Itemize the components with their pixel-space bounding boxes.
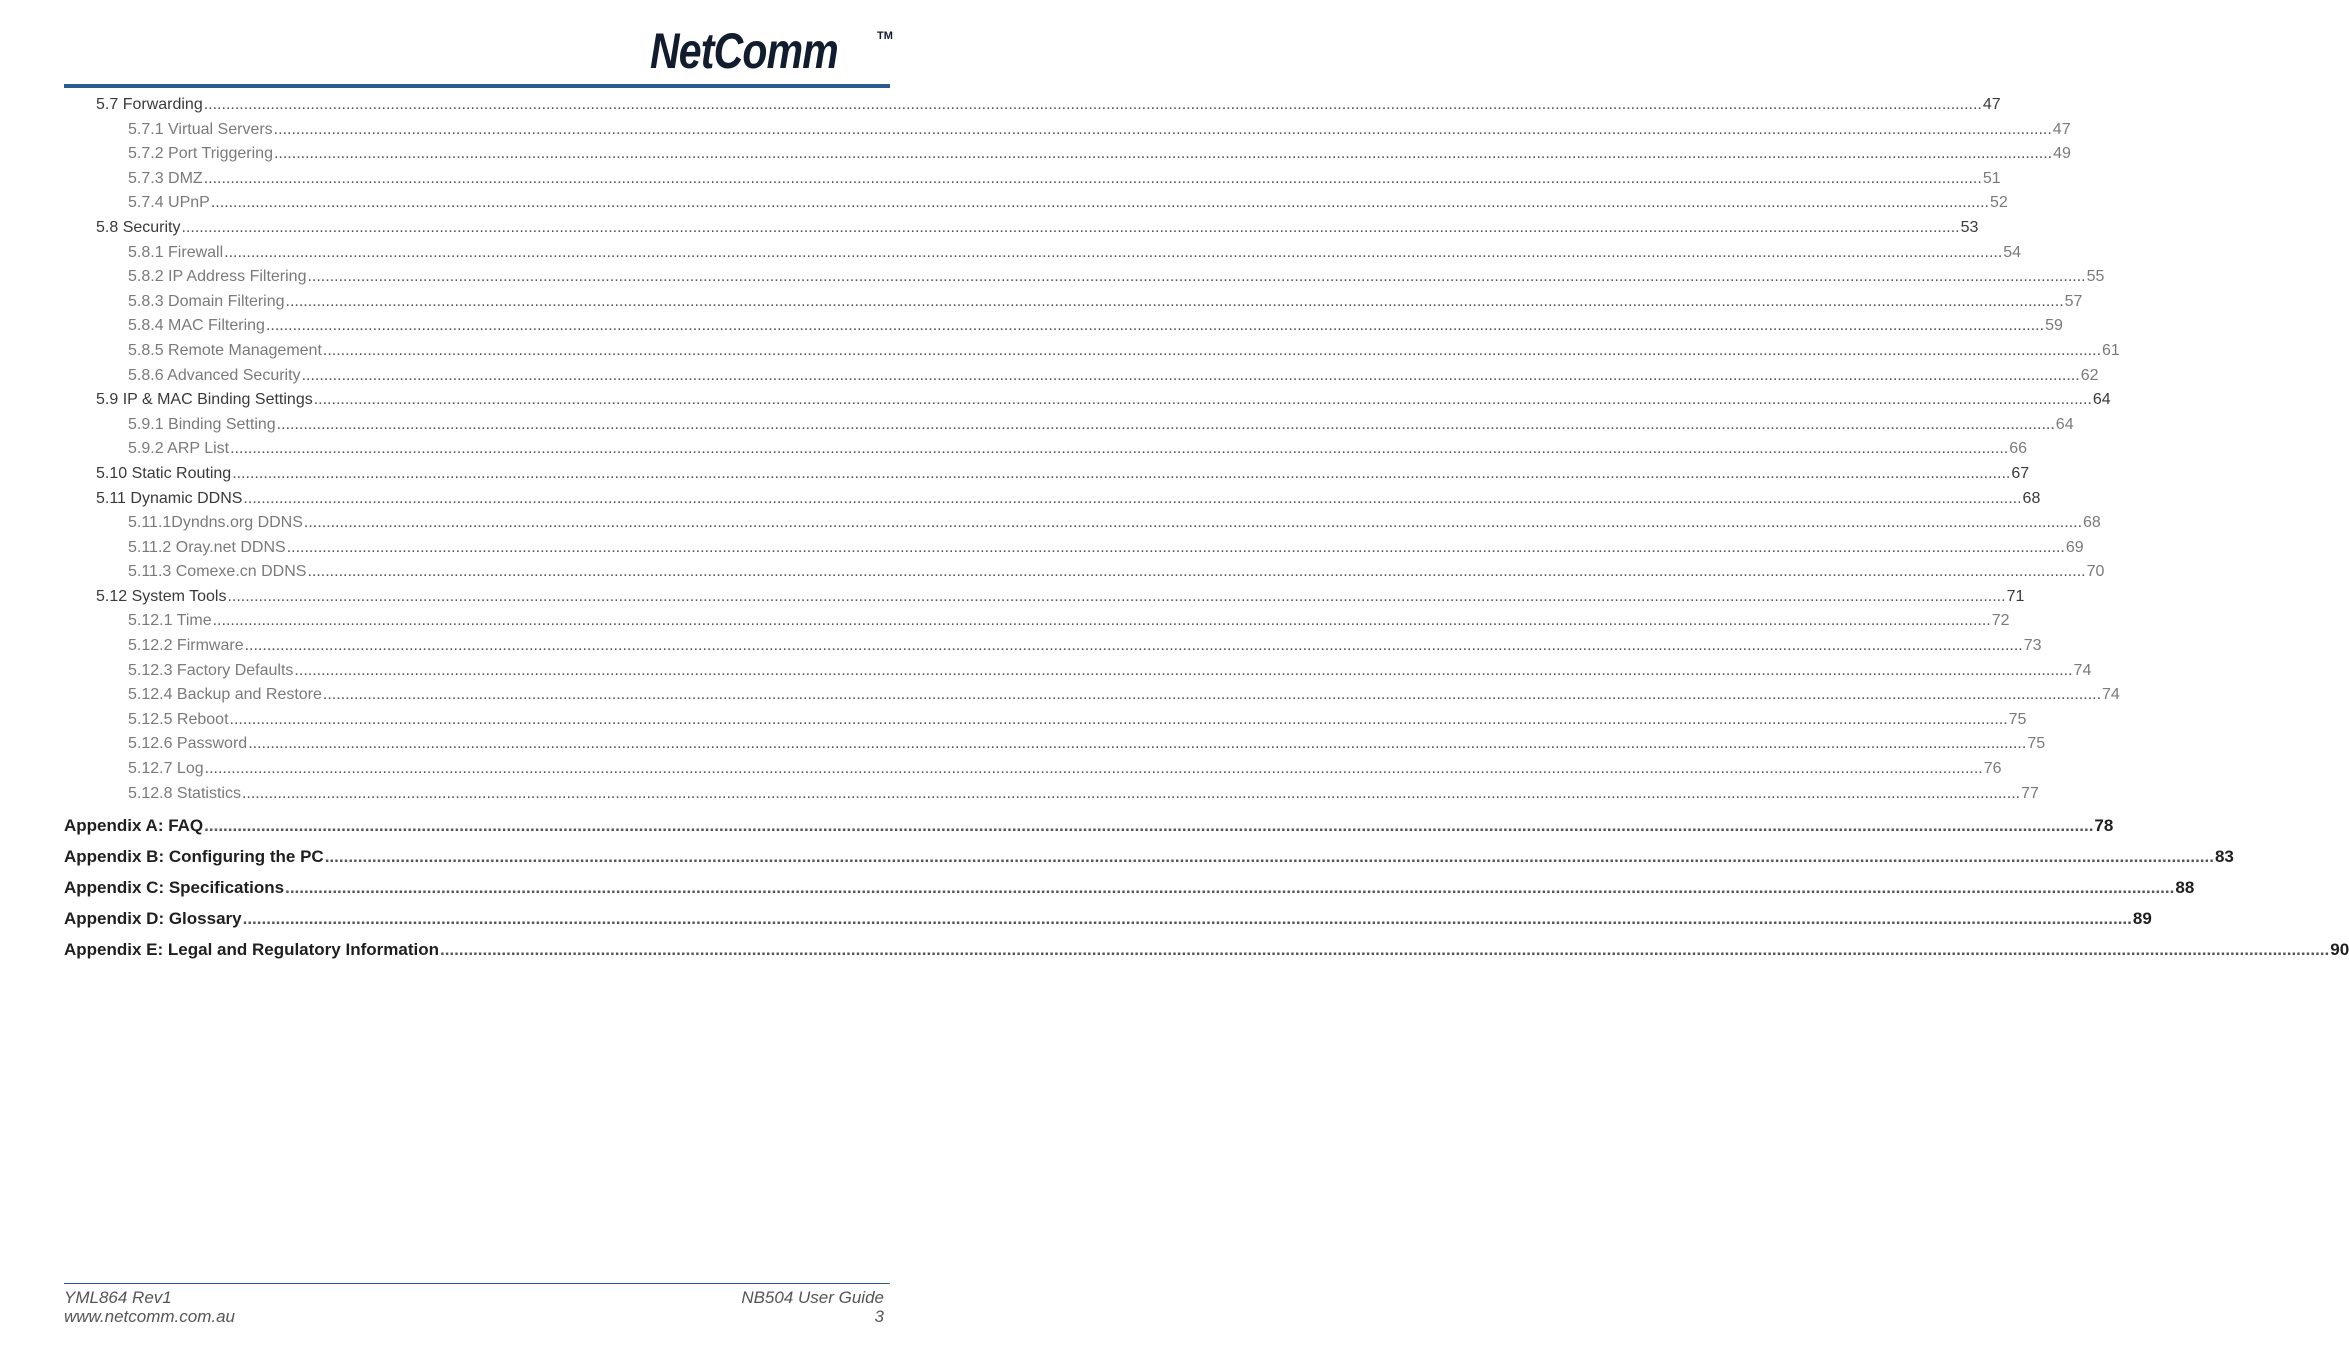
toc-entry-page: 73 xyxy=(2023,637,2042,655)
toc-entry[interactable] xyxy=(64,609,2010,634)
toc-leader-dots: ................................................................................................................................................................................................................................................................................................................................................................................................................ xyxy=(203,96,1982,113)
toc-leader-dots: ................................................................................................................................................................................................................................................................................................................................................................................................................ xyxy=(273,120,2052,138)
toc-entry-label: 5.7.1 Virtual Servers xyxy=(128,120,273,138)
toc-entry-page: 69 xyxy=(2065,538,2084,556)
netcomm-logo xyxy=(650,22,893,80)
toc-entry-page: 52 xyxy=(1989,194,2008,212)
toc-entry-page: 49 xyxy=(2053,145,2071,163)
toc-entry[interactable] xyxy=(64,167,2001,192)
toc-entry-page: 53 xyxy=(1960,218,1979,236)
toc-leader-dots: ................................................................................................................................................................................................................................................................................................................................................................................................................ xyxy=(313,391,2092,409)
header-rule xyxy=(64,84,890,88)
toc-entry-label: 5.7 Forwarding xyxy=(96,96,203,113)
toc-leader-dots: ................................................................................................................................................................................................................................................................................................................................................................................................................ xyxy=(243,489,2022,507)
toc-entry-page: 61 xyxy=(2102,341,2120,359)
toc-leader-dots: ................................................................................................................................................................................................................................................................................................................................................................................................................ xyxy=(303,514,2083,532)
toc-entry-label: 5.11.3 Comexe.cn DDNS xyxy=(128,563,307,581)
toc-entry[interactable] xyxy=(64,683,2120,708)
toc-entry-page: 90 xyxy=(2330,940,2349,960)
toc-leader-dots: ................................................................................................................................................................................................................................................................................................................................................................................................................ xyxy=(241,784,2021,802)
toc-entry[interactable] xyxy=(64,191,2008,216)
toc-entry-label: 5.9.2 ARP List xyxy=(128,440,230,458)
toc-entry-label: 5.8.3 Domain Filtering xyxy=(128,292,285,310)
toc-entry[interactable] xyxy=(64,216,1979,241)
toc-entry[interactable] xyxy=(64,314,2063,339)
toc-leader-dots: ................................................................................................................................................................................................................................................................................................................................................................................................................ xyxy=(324,847,2214,867)
toc-entry-label: 5.12.4 Backup and Restore xyxy=(128,686,322,704)
toc-entry-page: 55 xyxy=(2086,268,2105,286)
toc-entry-page: 64 xyxy=(2055,415,2074,433)
toc-entry[interactable] xyxy=(64,265,2105,290)
toc-entry[interactable] xyxy=(64,732,2046,757)
toc-entry-label: 5.7.2 Port Triggering xyxy=(128,145,273,163)
logo-wordmark: NetComm xyxy=(650,23,838,79)
toc-entry[interactable] xyxy=(64,364,2099,389)
toc-entry-page: 68 xyxy=(2083,514,2101,532)
footer-left xyxy=(64,1288,235,1326)
logo-trademark: TM xyxy=(877,30,893,42)
toc-leader-dots: ................................................................................................................................................................................................................................................................................................................................................................................................................ xyxy=(212,612,1991,630)
toc-entry[interactable] xyxy=(64,634,2042,659)
toc-entry-label: 5.12.2 Firmware xyxy=(128,637,244,655)
toc-entry[interactable] xyxy=(64,659,2092,684)
toc-entry-label: Appendix A: FAQ xyxy=(64,816,204,836)
toc-leader-dots: ................................................................................................................................................................................................................................................................................................................................................................................................................ xyxy=(322,686,2102,704)
toc-entry[interactable] xyxy=(64,757,2002,782)
toc-entry-label: 5.11 Dynamic DDNS xyxy=(96,489,243,507)
toc-entry-page: 88 xyxy=(2175,878,2195,898)
toc-entry-label: Appendix C: Specifications xyxy=(64,878,285,898)
toc-entry-page: 74 xyxy=(2102,686,2120,704)
toc-leader-dots: ................................................................................................................................................................................................................................................................................................................................................................................................................ xyxy=(210,194,1989,212)
toc-entry-label: 5.8.1 Firewall xyxy=(128,243,224,261)
toc-entry[interactable] xyxy=(64,462,2030,487)
toc-entry[interactable] xyxy=(64,142,2071,167)
toc-leader-dots: ................................................................................................................................................................................................................................................................................................................................................................................................................ xyxy=(301,366,2080,384)
toc-leader-dots: ................................................................................................................................................................................................................................................................................................................................................................................................................ xyxy=(307,268,2086,286)
toc-entry-label: 5.12.1 Time xyxy=(128,612,212,630)
toc-entry-label: 5.10 Static Routing xyxy=(96,464,232,482)
toc-leader-dots: ................................................................................................................................................................................................................................................................................................................................................................................................................ xyxy=(439,940,2330,960)
toc-leader-dots: ................................................................................................................................................................................................................................................................................................................................................................................................................ xyxy=(203,169,1982,187)
doc-code: YML864 Rev1 xyxy=(64,1288,172,1307)
toc-leader-dots: ................................................................................................................................................................................................................................................................................................................................................................................................................ xyxy=(204,760,1983,778)
toc-entry-label: 5.12.5 Reboot xyxy=(128,710,229,728)
toc-entry-label: 5.8.2 IP Address Filtering xyxy=(128,268,307,286)
toc-entry-page: 75 xyxy=(2008,710,2027,728)
toc-leader-dots: ................................................................................................................................................................................................................................................................................................................................................................................................................ xyxy=(276,415,2055,433)
toc-entry-page: 66 xyxy=(2009,440,2028,458)
page-number: 3 xyxy=(874,1307,884,1326)
toc-leader-dots: ................................................................................................................................................................................................................................................................................................................................................................................................................ xyxy=(224,243,2003,261)
toc-entry[interactable] xyxy=(64,708,2027,733)
toc-entry[interactable] xyxy=(64,872,2195,903)
toc-entry-label: 5.8.6 Advanced Security xyxy=(128,366,301,384)
toc-leader-dots: ................................................................................................................................................................................................................................................................................................................................................................................................................ xyxy=(229,710,2008,728)
toc-entry[interactable] xyxy=(64,841,2234,872)
toc-entry-page: 78 xyxy=(2094,816,2114,836)
toc-entry[interactable] xyxy=(64,388,2111,413)
toc-entry[interactable] xyxy=(64,511,2101,536)
toc-leader-dots: ................................................................................................................................................................................................................................................................................................................................................................................................................ xyxy=(265,317,2045,335)
toc-entry-page: 67 xyxy=(2011,464,2030,482)
toc-entry-page: 75 xyxy=(2027,735,2046,753)
toc-entry[interactable] xyxy=(64,934,2349,965)
toc-entry[interactable] xyxy=(64,437,2028,462)
toc-entry[interactable] xyxy=(64,413,2074,438)
toc-entry-page: 68 xyxy=(2022,489,2041,507)
toc-entry[interactable] xyxy=(64,93,2001,118)
toc-leader-dots: ................................................................................................................................................................................................................................................................................................................................................................................................................ xyxy=(285,878,2175,898)
toc-entry-label: 5.12.3 Factory Defaults xyxy=(128,661,294,679)
toc-leader-dots: ................................................................................................................................................................................................................................................................................................................................................................................................................ xyxy=(232,464,2011,482)
toc-entry-label: 5.11.1Dyndns.org DDNS xyxy=(128,514,303,532)
toc-entry-label: 5.9 IP & MAC Binding Settings xyxy=(96,391,313,409)
toc-entry-page: 77 xyxy=(2021,784,2039,802)
toc-entry-page: 76 xyxy=(1983,760,2002,778)
toc-entry-label: 5.12.6 Password xyxy=(128,735,248,753)
toc-entry[interactable] xyxy=(64,339,2120,364)
toc-entry[interactable] xyxy=(64,903,2152,934)
toc-leader-dots: ................................................................................................................................................................................................................................................................................................................................................................................................................ xyxy=(181,218,1960,236)
toc-leader-dots: ................................................................................................................................................................................................................................................................................................................................................................................................................ xyxy=(242,909,2132,929)
toc-entry[interactable] xyxy=(64,560,2105,585)
toc-entry-page: 89 xyxy=(2132,909,2152,929)
toc-entry-page: 51 xyxy=(1982,169,2001,187)
toc-leader-dots: ................................................................................................................................................................................................................................................................................................................................................................................................................ xyxy=(244,637,2023,655)
toc-entry-page: 64 xyxy=(2092,391,2111,409)
toc-entry-label: Appendix B: Configuring the PC xyxy=(64,847,324,867)
toc-leader-dots: ................................................................................................................................................................................................................................................................................................................................................................................................................ xyxy=(227,587,2006,605)
toc-leader-dots: ................................................................................................................................................................................................................................................................................................................................................................................................................ xyxy=(230,440,2009,458)
toc-leader-dots: ................................................................................................................................................................................................................................................................................................................................................................................................................ xyxy=(286,538,2065,556)
toc-entry[interactable] xyxy=(64,585,2025,610)
toc-entry-label: Appendix D: Glossary xyxy=(64,909,242,929)
toc-entry-page: 59 xyxy=(2045,317,2063,335)
toc-entry-label: 5.12.8 Statistics xyxy=(128,784,241,802)
toc-leader-dots: ................................................................................................................................................................................................................................................................................................................................................................................................................ xyxy=(294,661,2073,679)
toc-entry-label: 5.12.7 Log xyxy=(128,760,204,778)
toc-entry-page: 74 xyxy=(2073,661,2092,679)
toc-entry-page: 71 xyxy=(2006,587,2025,605)
toc-leader-dots: ................................................................................................................................................................................................................................................................................................................................................................................................................ xyxy=(322,341,2102,359)
footer-right xyxy=(741,1288,884,1326)
toc-entry-page: 47 xyxy=(2052,120,2071,138)
toc-entry[interactable] xyxy=(64,782,2039,807)
toc-entry[interactable] xyxy=(64,241,2022,266)
toc-leader-dots: ................................................................................................................................................................................................................................................................................................................................................................................................................ xyxy=(248,735,2027,753)
toc-entry-label: 5.11.2 Oray.net DDNS xyxy=(128,538,286,556)
table-of-contents xyxy=(64,93,2349,965)
toc-entry-label: 5.8 Security xyxy=(96,218,181,236)
toc-entry-page: 54 xyxy=(2003,243,2022,261)
website-link[interactable]: www.netcomm.com.au xyxy=(64,1307,235,1326)
toc-entry-label: 5.8.5 Remote Management xyxy=(128,341,322,359)
toc-entry[interactable] xyxy=(64,810,2114,841)
toc-leader-dots: ................................................................................................................................................................................................................................................................................................................................................................................................................ xyxy=(204,816,2094,836)
toc-entry-label: 5.12 System Tools xyxy=(96,587,227,605)
toc-entry-label: 5.9.1 Binding Setting xyxy=(128,415,276,433)
toc-entry[interactable] xyxy=(64,118,2071,143)
toc-entry-page: 57 xyxy=(2064,292,2083,310)
toc-entry[interactable] xyxy=(64,290,2083,315)
toc-leader-dots: ................................................................................................................................................................................................................................................................................................................................................................................................................ xyxy=(307,563,2086,581)
toc-entry-page: 70 xyxy=(2086,563,2105,581)
toc-entry-label: 5.7.3 DMZ xyxy=(128,169,203,187)
toc-entry-page: 62 xyxy=(2080,366,2099,384)
toc-entry-label: Appendix E: Legal and Regulatory Information xyxy=(64,940,439,960)
toc-entry[interactable] xyxy=(64,487,2041,512)
toc-leader-dots: ................................................................................................................................................................................................................................................................................................................................................................................................................ xyxy=(273,145,2053,163)
footer-rule xyxy=(64,1283,890,1284)
toc-leader-dots: ................................................................................................................................................................................................................................................................................................................................................................................................................ xyxy=(285,292,2064,310)
toc-entry-label: 5.8.4 MAC Filtering xyxy=(128,317,265,335)
toc-entry-page: 83 xyxy=(2214,847,2234,867)
guide-title: NB504 User Guide xyxy=(741,1288,884,1307)
toc-entry-page: 47 xyxy=(1982,96,2001,113)
toc-entry-page: 72 xyxy=(1991,612,2010,630)
toc-entry[interactable] xyxy=(64,536,2084,561)
toc-entry-label: 5.7.4 UPnP xyxy=(128,194,210,212)
